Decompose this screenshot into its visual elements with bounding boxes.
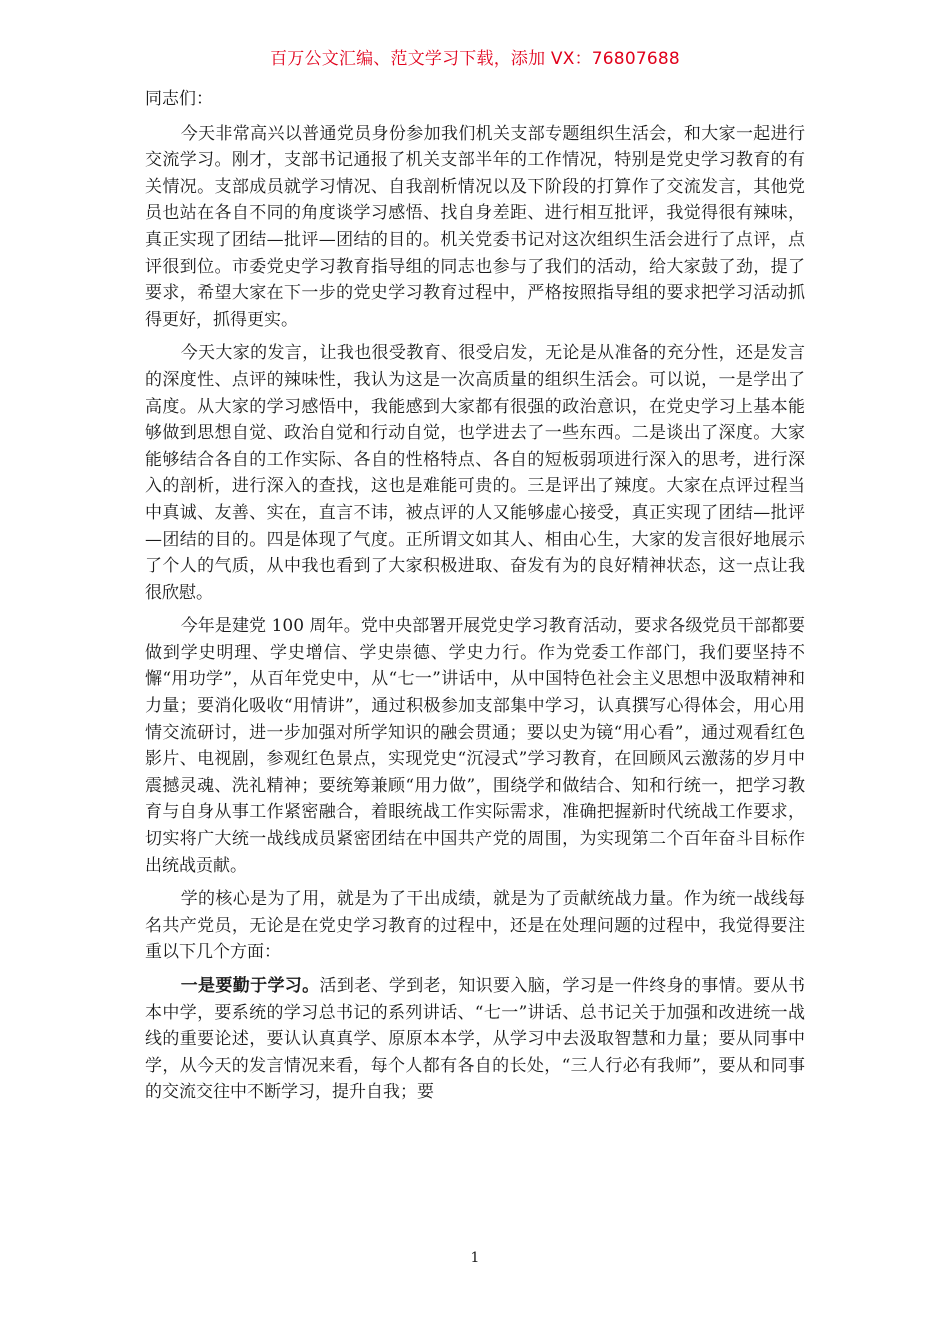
page-number: 1 — [470, 1250, 480, 1266]
document-body — [145, 86, 805, 1113]
point-one-lead: 一是要勤于学习。 — [180, 976, 320, 996]
point-one-body: 活到老、学到老，知识要入脑，学习是一件终身的事情。要从书本中学，要系统的学习总书记的系列讲话、“七一”讲话、总书记关于加强和改进统一战线的重要论述，要认认真真学、原原本本学，从学习中去汲取智慧和力量；要从同事中学，从今天的发言情况来看，每个人都有各自的长处，“三人行必有我师”，要从和同事的交流交往中不断学习，提升自我；要 — [145, 976, 806, 1103]
salutation: 同志们： — [145, 89, 213, 109]
page-header-banner: 百万公文汇编、范文学习下载，添加 VX：76807688 — [270, 49, 680, 69]
paragraph-2: 今天大家的发言，让我也很受教育、很受启发，无论是从准备的充分性，还是发言的深度性、点评的辣味性，我认为这是一次高质量的组织生活会。可以说，一是学出了高度。从大家的学习感悟中，我能感到大家都有很强的政治意识，在党史学习上基本能够做到思想自觉、政治自觉和行动自觉，也学进去了一些东西。二是谈出了深度。大家能够结合各自的工作实际、各自的性格特点、各自的短板弱项进行深入的思考，进行深入的剖析，进行深入的查找，这也是难能可贵的。三是评出了辣度。大家在点评过程当中真诚、友善、实在，直言不讳，被点评的人又能够虚心接受，真正实现了团结—批评—团结的目的。四是体现了气度。正所谓文如其人、相由心生，大家的发言很好地展示了个人的气质，从中我也看到了大家积极进取、奋发有为的良好精神状态，这一点让我很欣慰。 — [145, 343, 805, 603]
paragraph-4: 学的核心是为了用，就是为了干出成绩，就是为了贡献统战力量。作为统一战线每名共产党员，无论是在党史学习教育的过程中，还是在处理问题的过程中，我觉得要注重以下几个方面： — [145, 889, 805, 963]
paragraph-1: 今天非常高兴以普通党员身份参加我们机关支部专题组织生活会，和大家一起进行交流学习。刚才，支部书记通报了机关支部半年的工作情况，特别是党史学习教育的有关情况。支部成员就学习情况、自我剖析情况以及下阶段的打算作了交流发言，其他党员也站在各自不同的角度谈学习感悟、找自身差距、进行相互批评，我觉得很有辣味，真正实现了团结—批评—团结的目的。机关党委书记对这次组织生活会进行了点评，点评很到位。市委党史学习教育指导组的同志也参与了我们的活动，给大家鼓了劲，提了要求，希望大家在下一步的党史学习教育过程中，严格按照指导组的要求把学习活动抓得更好，抓得更实。 — [145, 123, 805, 330]
paragraph-3: 今年是建党 100 周年。党中央部署开展党史学习教育活动，要求各级党员干部都要做到学史明理、学史增信、学史崇德、学史力行。作为党委工作部门，我们要坚持不懈“用功学”，从百年党史中，从“七一”讲话中，从中国特色社会主义思想中汲取精神和力量；要消化吸收“用情讲”，通过积极参加支部集中学习，认真撰写心得体会，用心用情交流研讨，进一步加强对所学知识的融会贯通；要以史为镜“用心看”，通过观看红色影片、电视剧，参观红色景点，实现党史“沉浸式”学习教育，在回顾风云激荡的岁月中震撼灵魂、洗礼精神；要统筹兼顾“用力做”，围绕学和做结合、知和行统一，把学习教育与自身从事工作紧密融合，着眼统战工作实际需求，准确把握新时代统战工作要求，切实将广大统一战线成员紧密团结在中国共产党的周围，为实现第二个百年奋斗目标作出统战贡献。 — [145, 616, 805, 876]
paragraph-5 — [145, 973, 805, 1106]
